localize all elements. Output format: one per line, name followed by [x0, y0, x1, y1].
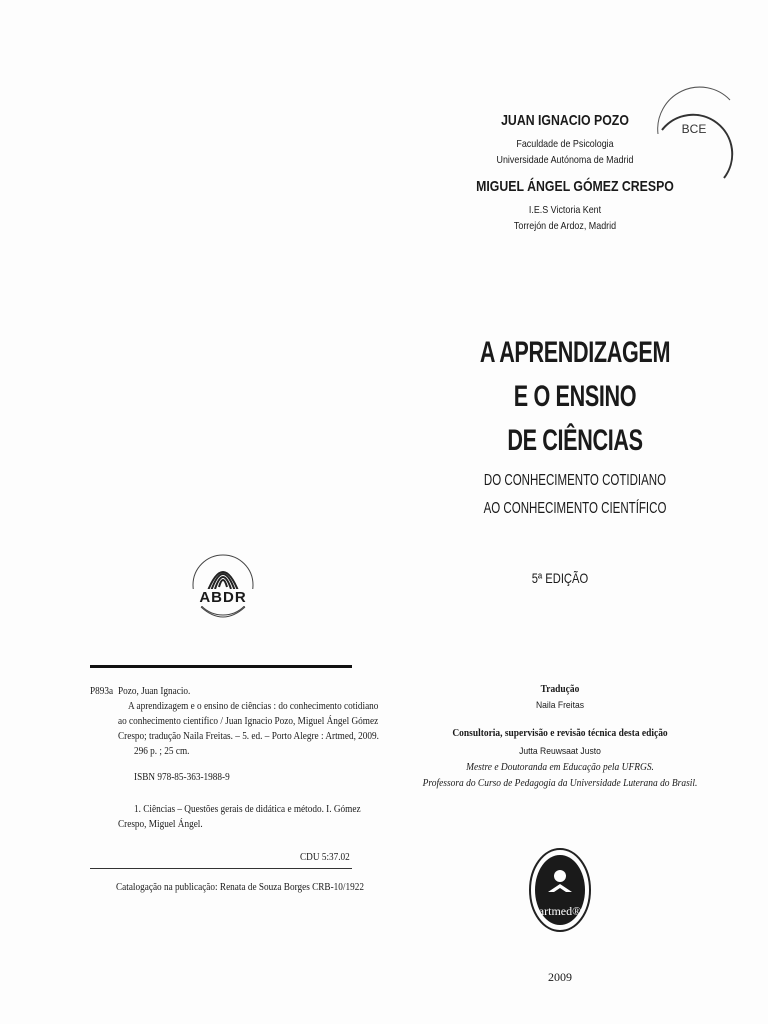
- consultancy-label: Consultoria, supervisão e revisão técnica desta edição: [452, 728, 668, 739]
- book-title-line-2: E O ENSINO: [513, 380, 637, 413]
- catalog-title-line-2: ao conhecimento científico / Juan Ignacio Pozo, Miguel Ángel Gómez: [118, 716, 379, 727]
- abdr-logo-text: ABDR: [187, 589, 259, 606]
- catalog-subject-2: Crespo, Miguel Ángel.: [118, 819, 203, 830]
- artmed-oval-icon: [528, 848, 592, 932]
- book-title-line-3: DE CIÊNCIAS: [507, 424, 643, 457]
- author-1-affiliation-1: Faculdade de Psicologia: [516, 138, 614, 150]
- catalog-author: Pozo, Juan Ignacio.: [118, 686, 191, 697]
- stamp-center-text: BCE: [681, 122, 707, 136]
- catalog-title-line-3: Crespo; tradução Naila Freitas. – 5. ed. – Porto Alegre : Artmed, 2009.: [118, 731, 379, 742]
- artmed-logo: [528, 848, 592, 932]
- catalog-top-rule: [90, 665, 352, 668]
- catalog-code: P893a: [90, 686, 114, 697]
- book-subtitle-line-2: AO CONHECIMENTO CIENTÍFICO: [483, 500, 667, 517]
- translation-label: Tradução: [540, 684, 580, 695]
- consultant-credential-2: Professora do Curso de Pedagogia da Universidade Luterana do Brasil.: [422, 778, 698, 789]
- book-title-line-1: A APRENDIZAGEM: [479, 336, 671, 369]
- catalog-cdu: CDU 5:37.02: [300, 852, 350, 863]
- catalog-isbn: ISBN 978-85-363-1988-9: [134, 772, 230, 783]
- catalog-bottom-rule: [90, 868, 352, 869]
- edition-label: 5ª EDIÇÃO: [531, 570, 589, 586]
- artmed-logo-text: artmed®: [538, 904, 582, 918]
- translator-name: Naila Freitas: [535, 700, 584, 711]
- abdr-logo: [183, 545, 263, 645]
- author-1-affiliation-2: Universidade Autónoma de Madrid: [496, 154, 634, 166]
- catalog-title-line-1: A aprendizagem e o ensino de ciências : do conhecimento cotidiano: [128, 701, 379, 712]
- consultant-name: Jutta Reuwsaat Justo: [519, 746, 601, 757]
- author-2-affiliation-2: Torrejón de Ardoz, Madrid: [513, 220, 617, 232]
- catalog-pages: 296 p. ; 25 cm.: [134, 746, 190, 757]
- publication-year: 2009: [548, 970, 572, 984]
- book-subtitle-line-1: DO CONHECIMENTO COTIDIANO: [483, 472, 667, 489]
- catalog-subject-1: 1. Ciências – Questões gerais de didática e método. I. Gómez: [134, 804, 361, 815]
- catalog-footer: Catalogação na publicação: Renata de Souza Borges CRB-10/1922: [116, 882, 364, 893]
- author-2-name: MIGUEL ÁNGEL GÓMEZ CRESPO: [476, 178, 674, 195]
- consultant-credential-1: Mestre e Doutoranda em Educação pela UFRGS.: [466, 762, 654, 773]
- author-2-affiliation-1: I.E.S Victoria Kent: [528, 204, 602, 216]
- author-1-name: JUAN IGNACIO POZO: [501, 112, 629, 129]
